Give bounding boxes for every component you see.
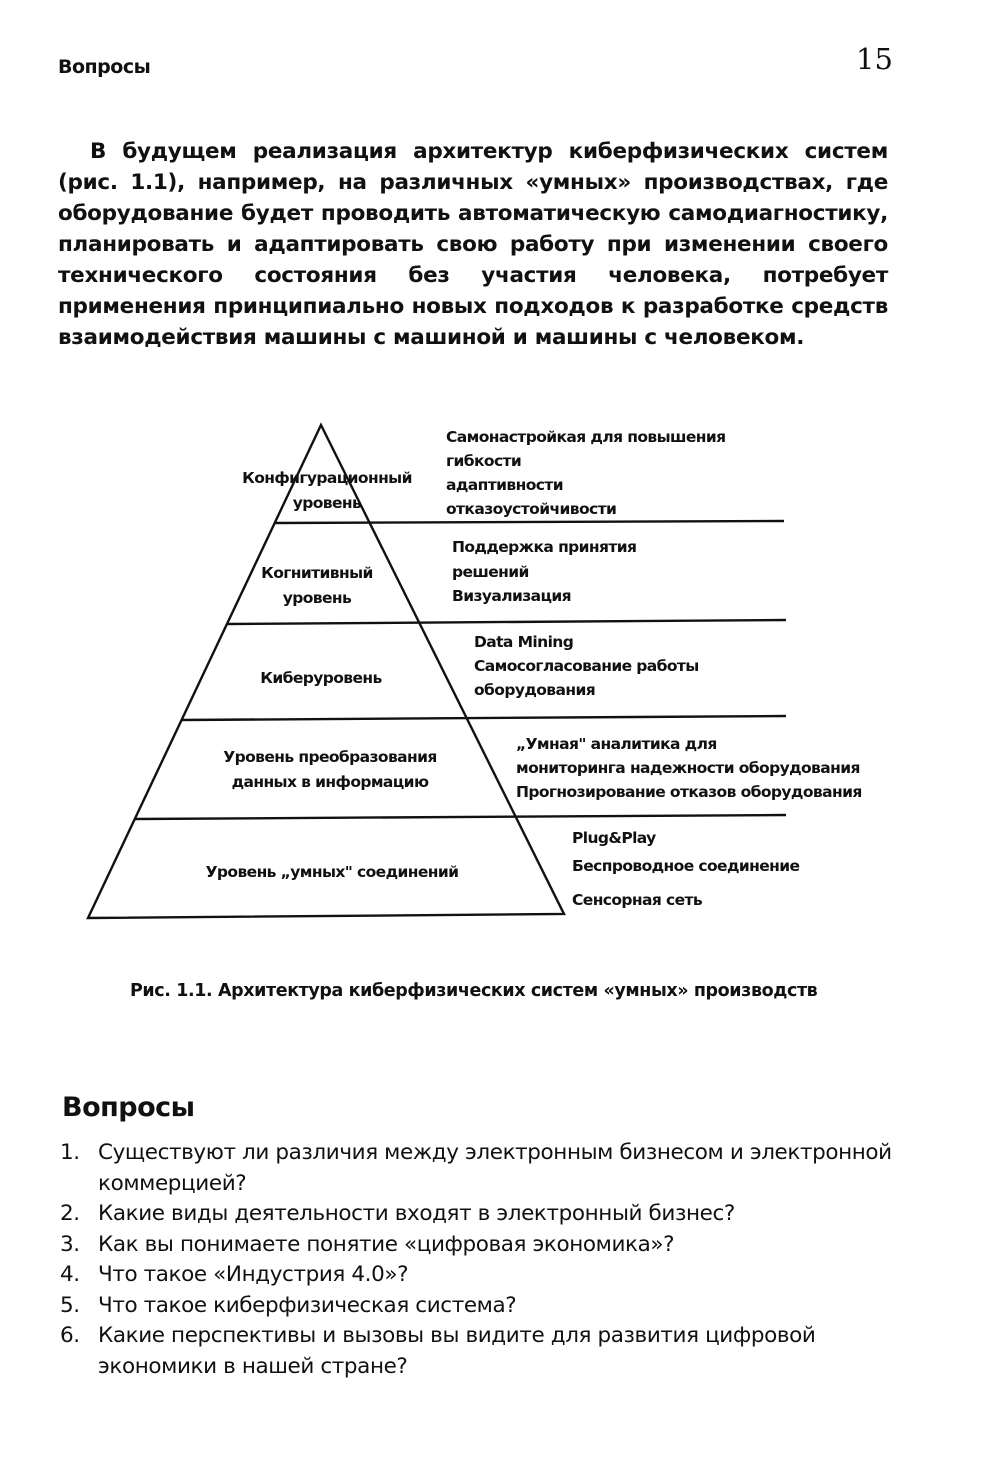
level-label: уровень xyxy=(292,494,362,512)
level-description: гибкости xyxy=(446,452,522,470)
figure-caption-text: Архитектура киберфизических систем «умных» производств xyxy=(212,981,818,1001)
list-item-text: Что такое киберфизическая система? xyxy=(98,1292,517,1318)
divider-line-4 xyxy=(135,815,786,819)
level-description: оборудования xyxy=(474,681,596,699)
divider-line-1 xyxy=(275,521,784,523)
list-item-number: 1. xyxy=(60,1140,80,1165)
level-label: Уровень преобразования xyxy=(223,748,437,766)
questions-list xyxy=(60,1138,910,1382)
figure-caption-label: Рис. 1.1. xyxy=(130,981,213,1001)
list-item-number: 5. xyxy=(60,1292,80,1318)
list-item-text: Существуют ли различия между электронным бизнесом и электронной коммерцией? xyxy=(98,1140,892,1196)
list-item-text: Что такое «Индустрия 4.0»? xyxy=(98,1262,409,1287)
level-description: Plug&Play xyxy=(572,829,656,847)
level-description: Сенсорная сеть xyxy=(572,891,703,909)
level-cognitive xyxy=(261,538,636,607)
page-number: 15 xyxy=(856,42,893,76)
list-item xyxy=(60,1199,910,1230)
list-item-text: Какие виды деятельности входят в электронный бизнес? xyxy=(98,1201,735,1226)
pyramid-diagram xyxy=(0,400,1000,940)
questions-heading: Вопросы xyxy=(62,1092,195,1123)
level-cyber xyxy=(260,633,698,699)
level-configuration xyxy=(242,428,725,518)
list-item xyxy=(60,1321,910,1382)
list-item xyxy=(60,1260,910,1291)
level-label: данных в информацию xyxy=(231,773,429,791)
list-item-text: Какие перспективы и вызовы вы видите для развития цифровой экономики в нашей стране? xyxy=(98,1323,816,1379)
level-description: адаптивности xyxy=(446,476,563,494)
level-description: Прогнозирование отказов оборудования xyxy=(516,783,862,801)
level-description: Data Mining xyxy=(474,633,574,651)
list-item xyxy=(60,1230,910,1261)
level-description: Самонастройкая для повышения xyxy=(446,428,726,446)
list-item-text: Как вы понимаете понятие «цифровая экономика»? xyxy=(98,1231,675,1257)
level-label: Уровень „умных" соединений xyxy=(205,863,459,881)
level-smart-connection xyxy=(206,829,800,909)
level-label: Когнитивный xyxy=(261,564,373,582)
level-data-conversion xyxy=(223,735,861,801)
level-label: уровень xyxy=(282,589,352,607)
list-item xyxy=(60,1138,910,1199)
level-label: Киберуровень xyxy=(260,669,382,687)
level-label: Конфигурационный xyxy=(242,469,412,487)
level-description: отказоустойчивости xyxy=(446,500,617,518)
level-description: Поддержка принятия xyxy=(452,538,637,556)
divider-line-3 xyxy=(181,716,786,720)
level-description: мониторинга надежности оборудования xyxy=(516,759,860,777)
list-item xyxy=(60,1291,910,1322)
level-description: Беспроводное соединение xyxy=(572,857,800,875)
figure-caption xyxy=(130,981,890,1001)
level-description: Самосогласование работы xyxy=(474,657,699,675)
level-description: „Умная" аналитика для xyxy=(516,735,717,753)
level-description: Визуализация xyxy=(452,587,572,605)
running-head: Вопросы xyxy=(58,56,151,78)
divider-line-2 xyxy=(227,620,786,624)
level-description: решений xyxy=(452,563,529,581)
list-item-number: 2. xyxy=(60,1201,80,1226)
list-item-number: 3. xyxy=(60,1231,80,1257)
list-item-number: 6. xyxy=(60,1323,80,1348)
list-item-number: 4. xyxy=(60,1262,80,1287)
body-paragraph: В будущем реализация архитектур киберфизических систем (рис. 1.1), например, на различных «умных» производствах, где оборудование будет проводить автоматическую самодиагностику, планировать и адаптировать свою работу при изменении своего технического состояния без участия человека, потребует применения принципиально новых подходов к разработке средств взаимодействия машины с машиной и машины с человеком. xyxy=(58,139,888,350)
